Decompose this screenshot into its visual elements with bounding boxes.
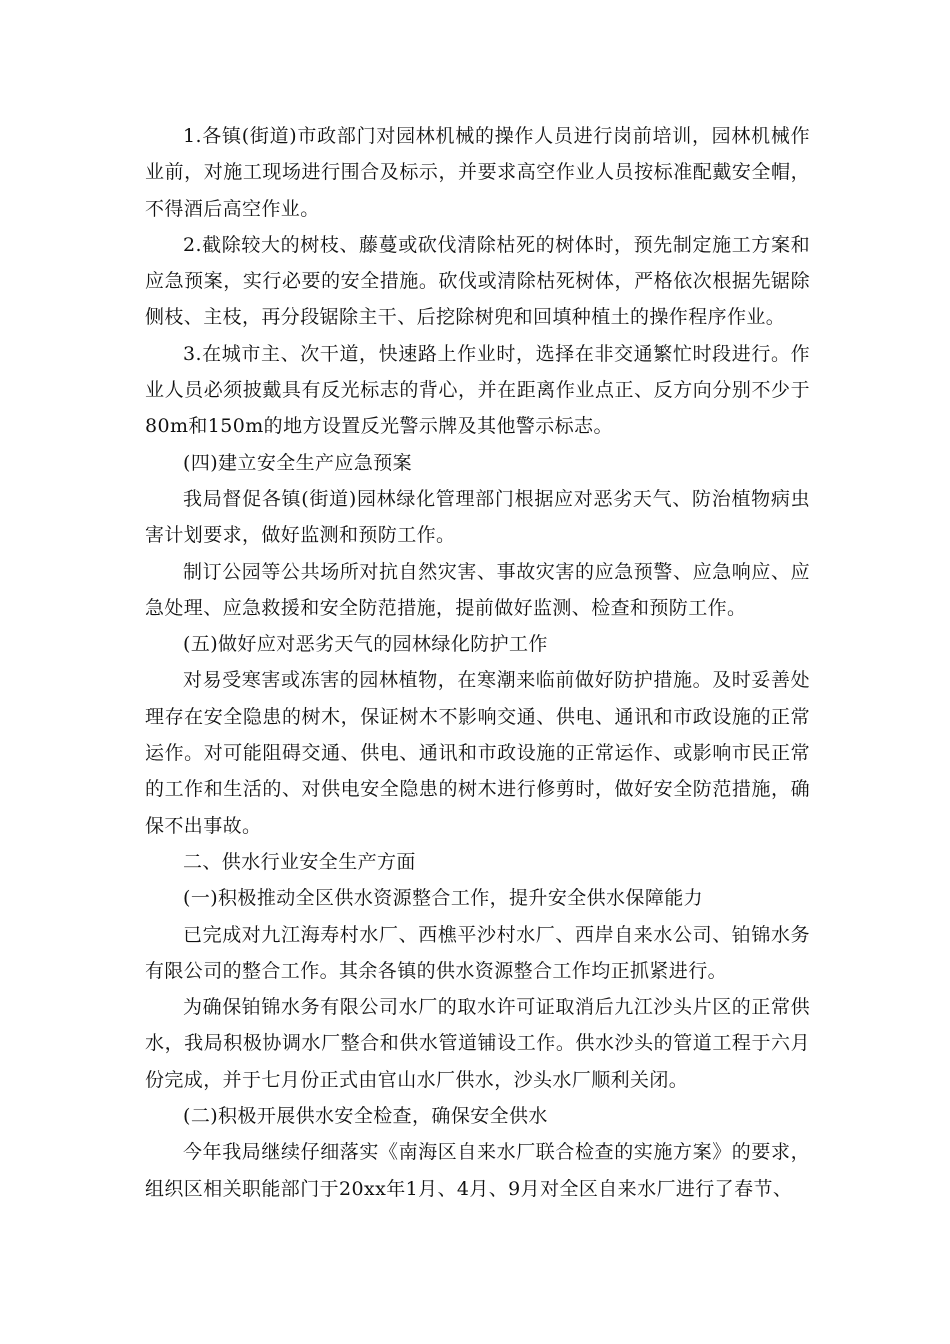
paragraph-11: 已完成对九江海寿村水厂、西樵平沙村水厂、西岸自来水公司、铂锦水务有限公司的整合工作。其余各镇的供水资源整合工作均正抓紧进行。 [145,923,810,982]
section-heading-4: (四)建立安全生产应急预案 [183,451,413,474]
paragraph-6: 制订公园等公共场所对抗自然灾害、事故灾害的应急预警、应急响应、应急处理、应急救援和安全防范措施，提前做好监测、检查和预防工作。 [145,560,810,619]
section-heading-1: (一)积极推动全区供水资源整合工作，提升安全供水保障能力 [183,887,704,910]
chapter-heading-2: 二、供水行业安全生产方面 [183,850,416,873]
paragraph-5: 我局督促各镇(街道)园林绿化管理部门根据应对恶劣天气、防治植物病虫害计划要求，做好监测和预防工作。 [145,487,810,547]
paragraph-8: 对易受寒害或冻害的园林植物，在寒潮来临前做好防护措施。及时妥善处理存在安全隐患的树木，保证树木不影响交通、供电、通讯和市政设施的正常运作。对可能阻碍交通、供电、通讯和市政设施的正常运作、或影响市民正常的工作和生活的、对供电安全隐患的树木进行修剪时，做好安全防范措施，确保不出事故。 [145,669,810,837]
paragraph-14: 今年我局继续仔细落实《南海区自来水厂联合检查的实施方案》的要求，组织区相关职能部门于20xx年1月、4月、9月对全区自来水厂进行了春节、 [145,1141,810,1200]
paragraph-12: 为确保铂锦水务有限公司水厂的取水许可证取消后九江沙头片区的正常供水，我局积极协调水厂整合和供水管道铺设工作。供水沙头的管道工程于六月份完成，并于七月份正式由官山水厂供水，沙头水厂顺利关闭。 [145,996,810,1091]
section-heading-2: (二)积极开展供水安全检查，确保安全供水 [183,1105,548,1128]
document-body [145,118,810,1207]
paragraph-1: 1.各镇(街道)市政部门对园林机械的操作人员进行岗前培训，园林机械作业前，对施工现场进行围合及标示，并要求高空作业人员按标准配戴安全帽，不得酒后高空作业。 [145,125,810,220]
paragraph-3: 3.在城市主、次干道，快速路上作业时，选择在非交通繁忙时段进行。作业人员必须披戴具有反光标志的背心，并在距离作业点正、反方向分别不少于80m和150m的地方设置反光警示牌及其他警示标志。 [145,342,810,438]
section-heading-5: (五)做好应对恶劣天气的园林绿化防护工作 [183,633,548,656]
paragraph-2: 2.截除较大的树枝、藤蔓或砍伐清除枯死的树体时，预先制定施工方案和应急预案，实行必要的安全措施。砍伐或清除枯死树体，严格依次根据先锯除侧枝、主枝，再分段锯除主干、后挖除树兜和回填种植土的操作程序作业。 [145,233,810,329]
